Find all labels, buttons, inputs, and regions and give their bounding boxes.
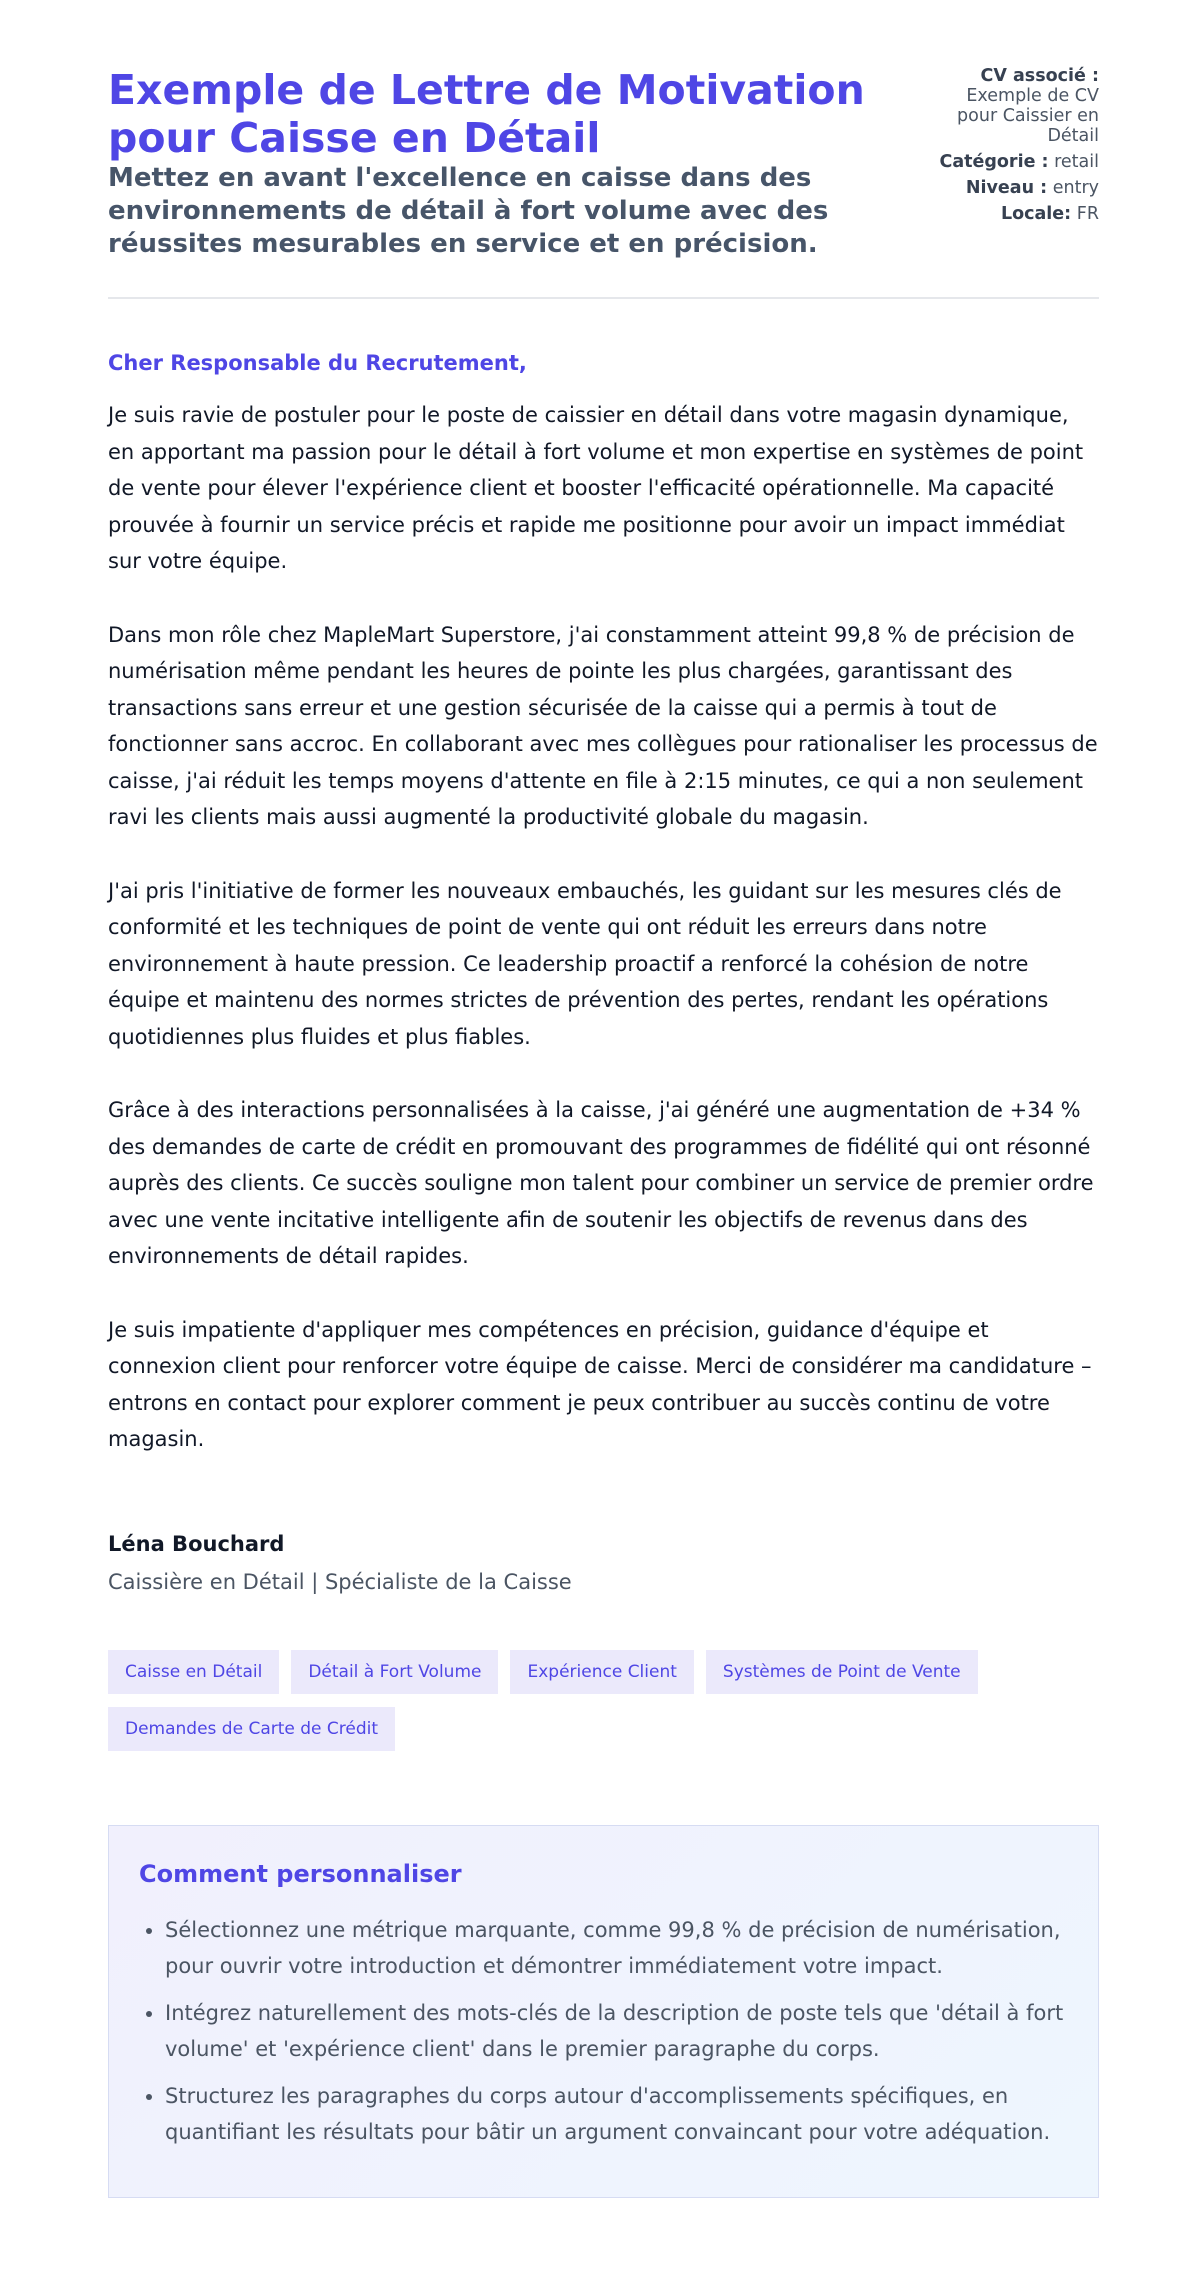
salutation: Cher Responsable du Recrutement, xyxy=(108,351,527,375)
letter-body xyxy=(108,397,1099,1458)
cv-link[interactable]: Exemple de CV pour Caissier en Détail xyxy=(957,86,1099,146)
category-label: Catégorie : xyxy=(939,152,1049,172)
cv-label: CV associé : xyxy=(980,66,1099,86)
paragraph: Je suis impatiente d'appliquer mes compétences en précision, guidance d'équipe et connexion client pour renforcer votre équipe de caisse. Merci de considérer ma candidature – entrons en contact pour explorer comment je peux contribuer au succès continu de votre magasin. xyxy=(108,1317,1092,1451)
paragraph: J'ai pris l'initiative de former les nouveaux embauchés, les guidant sur les mesures clés de conformité et les techniques de point de vente qui ont réduit les erreurs dans notre environnement à haute pression. Ce leadership proactif a renforcé la cohésion de notre équipe et maintenu des normes strictes de prévention des pertes, rendant les opérations quotidiennes plus fluides et plus fiables. xyxy=(108,878,1062,1049)
level-value: entry xyxy=(1052,178,1099,198)
tip-item: • Intégrez naturellement des mots-clés de la description de poste tels que 'détail à fort volume' et 'expérience client' dans le premier paragraphe du corps. xyxy=(165,1995,1068,2068)
signature-role: Caissière en Détail | Spécialiste de la Caisse xyxy=(108,1569,572,1594)
level-label: Niveau : xyxy=(965,178,1048,198)
locale-value: FR xyxy=(1076,204,1099,224)
paragraph: Grâce à des interactions personnalisées à la caisse, j'ai généré une augmentation de +34 % des demandes de carte de crédit en promouvant des programmes de fidélité qui ont résonné auprès des clients. Ce succès souligne mon talent pour combiner un service de premier ordre avec une vente incitative intelligente afin de soutenir les objectifs de revenus dans des environnements de détail rapides. xyxy=(108,1098,1094,1268)
tag: Systèmes de Point de Vente xyxy=(706,1650,978,1694)
locale-label: Locale: xyxy=(1000,204,1072,224)
tip-item: • Structurez les paragraphes du corps autour d'accomplissements spécifiques, en quantifiant les résultats pour bâtir un argument convaincant pour votre adéquation. xyxy=(165,2078,1068,2151)
paragraph: Dans mon rôle chez MapleMart Superstore, j'ai constamment atteint 99,8 % de précision de numérisation même pendant les heures de pointe les plus chargées, garantissant des transactions sans erreur et une gestion sécurisée de la caisse qui a permis à tout de fonctionner sans accroc. En collaborant avec mes collègues pour rationaliser les processus de caisse, j'ai réduit les temps moyens d'attente en file à 2:15 minutes, ce qui a non seulement ravi les clients mais aussi augmenté la productivité globale du magasin. xyxy=(108,622,1098,829)
meta-panel xyxy=(929,66,1099,261)
cover-letter-page xyxy=(108,66,1099,2198)
page-subtitle: Mettez en avant l'excellence en caisse dans des environnements de détail à fort volume avec des réussites mesurables en service et en précision. xyxy=(108,163,829,259)
header xyxy=(108,66,1099,299)
page-title: Exemple de Lettre de Motivation pour Caisse en Détail xyxy=(108,66,865,162)
category-value: retail xyxy=(1054,152,1099,172)
tag: Demandes de Carte de Crédit xyxy=(108,1707,395,1751)
customization-tips xyxy=(108,1825,1099,2198)
tips-title: Comment personnaliser xyxy=(139,1859,462,1888)
paragraph: Je suis ravie de postuler pour le poste de caissier en détail dans votre magasin dynamique, en apportant ma passion pour le détail à fort volume et mon expertise en systèmes de point de vente pour élever l'expérience client et booster l'efficacité opérationnelle. Ma capacité prouvée à fournir un service précis et rapide me positionne pour avoir un impact immédiat sur votre équipe. xyxy=(108,403,1084,573)
tip-item: • Sélectionnez une métrique marquante, comme 99,8 % de précision de numérisation, pour ouvrir votre introduction et démontrer immédiatement votre impact. xyxy=(165,1912,1068,1985)
tag-list xyxy=(108,1650,1008,1751)
signature-name: Léna Bouchard xyxy=(108,1531,285,1556)
tag: Caisse en Détail xyxy=(108,1650,279,1694)
tag: Expérience Client xyxy=(510,1650,693,1694)
tag: Détail à Fort Volume xyxy=(291,1650,498,1694)
